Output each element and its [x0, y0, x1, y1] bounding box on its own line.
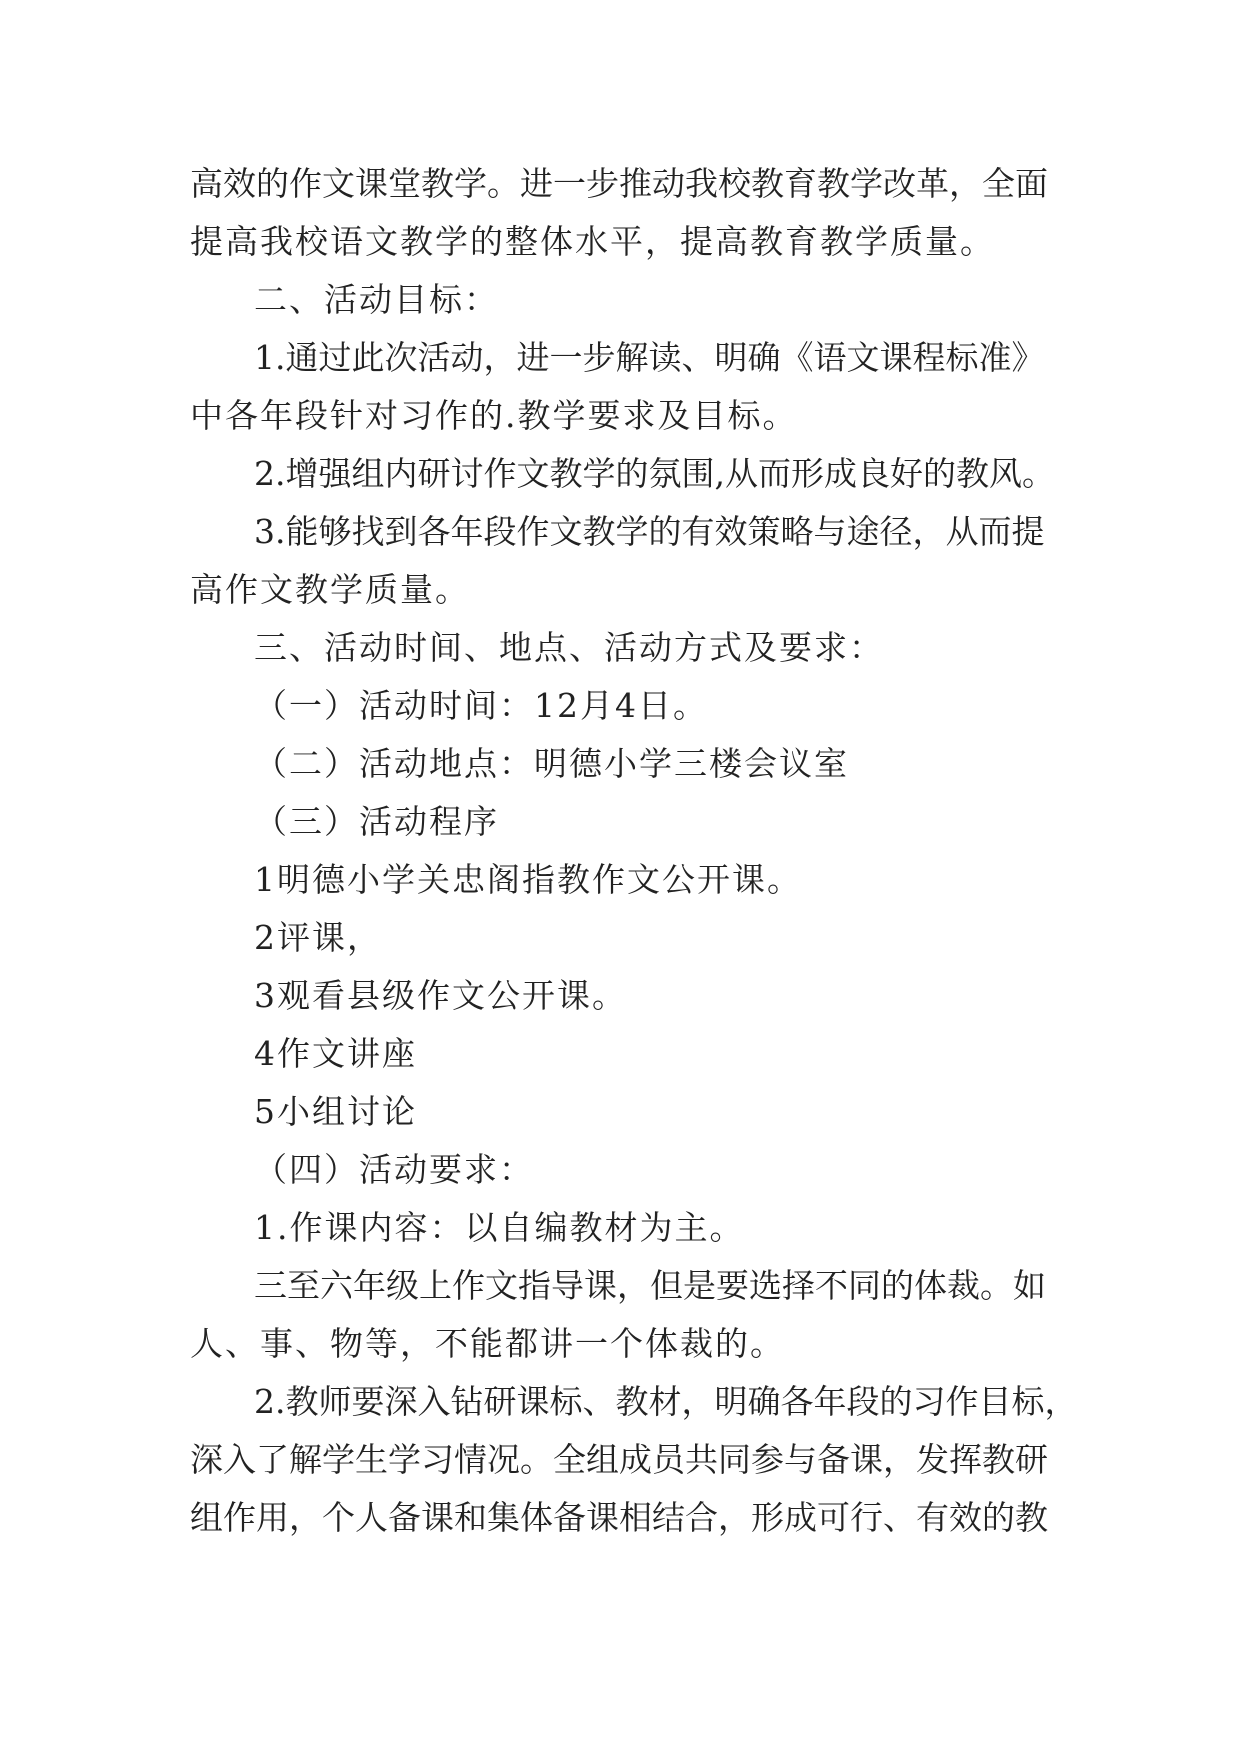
section-heading-objectives: 二、活动目标：	[254, 280, 499, 319]
paragraph-line-2: 提高我校语文教学的整体水平，提高教育教学质量。	[190, 222, 995, 261]
requirement-item-1-detail-line-1: 三至六年级上作文指导课，但是要选择不同的体裁。如	[254, 1266, 1046, 1305]
requirement-item-2-line-2: 深入了解学生学习情况。全组成员共同参与备课，发挥教研	[190, 1440, 1048, 1479]
program-item-4: 4作文讲座	[254, 1034, 417, 1073]
subsection-program: （三）活动程序	[254, 802, 499, 841]
objective-item-3-line-2: 高作文教学质量。	[190, 570, 470, 609]
section-heading-time-place: 三、活动时间、地点、活动方式及要求：	[254, 628, 884, 667]
objective-item-2: 2.增强组内研讨作文教学的氛围,从而形成良好的教风。	[254, 454, 1055, 493]
paragraph-line-1: 高效的作文课堂教学。进一步推动我校教育教学改革，全面	[190, 164, 1048, 203]
requirement-item-2-line-1: 2.教师要深入钻研课标、教材，明确各年段的习作目标，	[254, 1382, 1078, 1421]
subsection-requirements: （四）活动要求：	[254, 1150, 534, 1189]
subsection-time: （一）活动时间：12月4日。	[254, 686, 708, 725]
objective-item-1-line-1: 1.通过此次活动，进一步解读、明确《语文课程标准》	[254, 338, 1045, 377]
objective-item-1-line-2: 中各年段针对习作的.教学要求及目标。	[190, 396, 798, 435]
program-item-1: 1明德小学关忠阁指教作文公开课。	[254, 860, 802, 899]
program-item-2: 2评课，	[254, 918, 382, 957]
program-item-5: 5小组讨论	[254, 1092, 417, 1131]
subsection-place: （二）活动地点：明德小学三楼会议室	[254, 744, 849, 783]
requirement-item-1: 1.作课内容：以自编教材为主。	[254, 1208, 745, 1247]
requirement-item-2-line-3: 组作用，个人备课和集体备课相结合，形成可行、有效的教	[190, 1498, 1048, 1537]
program-item-3: 3观看县级作文公开课。	[254, 976, 627, 1015]
requirement-item-1-detail-line-2: 人、事、物等，不能都讲一个体裁的。	[190, 1324, 785, 1363]
objective-item-3-line-1: 3.能够找到各年段作文教学的有效策略与途径，从而提	[254, 512, 1045, 551]
